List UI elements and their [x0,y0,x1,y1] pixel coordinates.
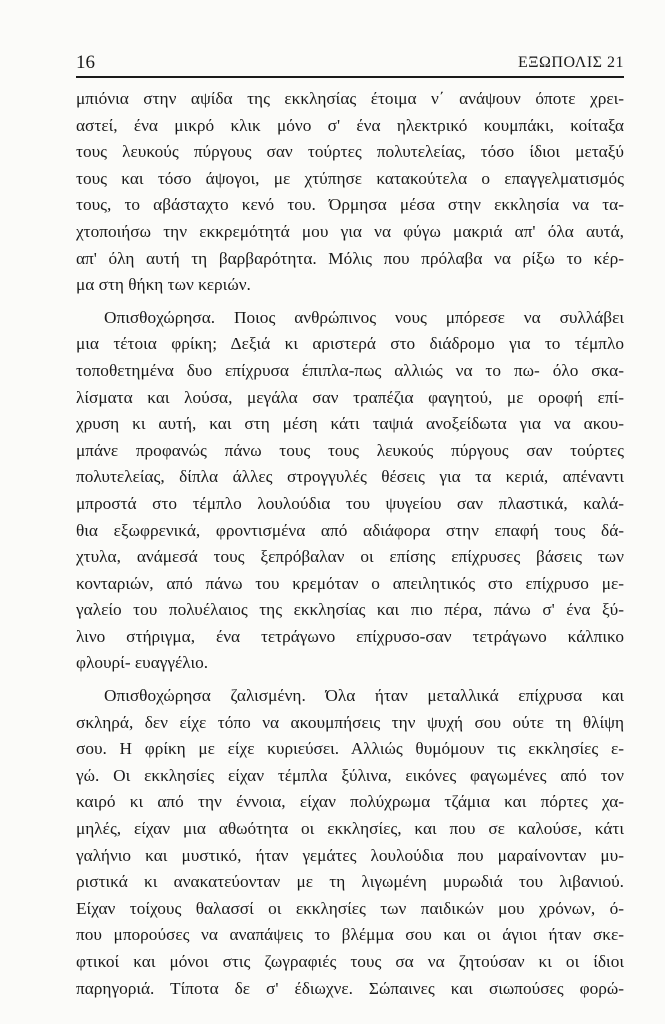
text-line: τους και τόσο άψογοι, με χτύπησε κατακούτελα ο επαγγελματισμός [76,168,624,188]
text-line: Είχαν τοίχους θαλασσί οι εκκλησίες των παιδικών μου χρόνων, ό- [76,898,624,918]
text-line: λινο στήριγμα, ένα τετράγωνο επίχρυσο-σαν τετράγωνο κάλπικο [76,626,624,646]
page-number: 16 [76,52,95,73]
paragraph [76,305,624,677]
text-line: γαλήνιο και μυστικό, ήταν γεμάτες λουλούδια που μαραίνονταν μυ- [76,845,624,865]
text-line: μια τέτοια φρίκη; Δεξιά κι αριστερά στο διάδρομο για το τέμπλο [76,334,624,354]
text-line: θια εξωφρενικά, φροντισμένα από αδιάφορα στην επαφή τους δά- [76,520,624,540]
text-line: σκληρά, δεν είχε τόπο να ακουμπήσεις την ψυχή σου ούτε τη θλίψη [76,712,624,732]
text-line: απ' όλη αυτή τη βαρβαρότητα. Μόλις που πρόλαβα να ρίξω το κέρ- [76,248,624,268]
text-line: ριστικά κι ανακατεύονταν με τη λιγωμένη μυρωδιά του λιβανιού. [76,872,624,892]
text-line: λίσματα και λούσα, μεγάλα σαν τραπέζια φαγητού, με οροφή επί- [76,387,624,407]
body-text [76,86,624,1002]
text-line: αστεί, ένα μικρό κλικ μόνο σ' ένα ηλεκτρικό κουμπάκι, κοίταξα [76,115,624,135]
text-line: μπιόνια στην αψίδα της εκκλησίας έτοιμα ν΄ ανάψουν όποτε χρει- [76,89,624,108]
text-line: μπάνε προφανώς πάνω τους τους λευκούς πύργους σαν τούρτες [76,440,624,460]
text-line: γαλείο του πολυέλαιος της εκκλησίας και πιο πέρα, πάνω σ' ένα ξύ- [76,600,624,620]
text-line: Οπισθοχώρησα ζαλισμένη. Όλα ήταν μεταλλικά επίχρυσα και [104,686,624,706]
paragraph [76,86,624,299]
text-line: μπροστά στο τέμπλο λουλούδια του ψυγείου σαν πλαστικά, καλά- [76,493,624,513]
text-line: γώ. Οι εκκλησίες είχαν τέμπλα ξύλινα, εικόνες φαγωμένες από τον [76,765,624,785]
text-line: κονταριών, από πάνω του κρεμόταν ο απειλητικός στο επίχρυσο με- [76,573,624,593]
text-line: μα στη θήκη των κεριών. [76,275,251,295]
text-line: μηλές, είχαν μια αθωότητα οι εκκλησίες, και που σε καλούσε, κάτι [76,819,624,839]
paragraph [76,683,624,1002]
text-line: χρυση κι αυτή, και στη μέση κάτι ταψιά ανοξείδωτα για να ακου- [76,414,624,434]
text-line: που μπορούσες να αναπάψεις το βλέμμα σου και οι άγιοι ήταν σκε- [76,925,624,945]
text-line: σου. Η φρίκη με είχε κυριεύσει. Αλλιώς θυμόμουν τις εκκλησίες ε- [76,739,624,759]
text-line: χτοποιήσω την εκκρεμότητά μου για να φύγω μακριά απ' όλα αυτά, [76,221,624,241]
text-line: τους λευκούς πύργους σαν τούρτες πολυτελείας, τόσο ίδιοι μεταξύ [76,142,624,162]
text-line: τοποθετημένα δυο επίχρυσα έπιπλα-πως αλλιώς να το πω- όλο σκα- [76,360,624,380]
text-line: καιρό κι από την έννοια, είχαν πολύχρωμα τζάμια και πόρτες χα- [76,792,624,812]
running-title: ΕΞΩΠΟΛΙΣ 21 [517,54,624,71]
text-line: φλουρί- ευαγγέλιο. [76,653,209,673]
text-line: τους, το αβάσταχτο κενό του. Όρμησα μέσα στην εκκλησία να τα- [76,195,624,215]
text-line: φτικοί και μόνοι στις ζωγραφιές τους σα να ζητούσαν κι οι ίδιοι [76,952,624,971]
text-line: πολυτελείας, δίπλα άλλες στρογγυλές θέσεις για τα κεριά, απέναντι [76,467,624,487]
text-line: χτυλα, ανάμεσά τους ξεπρόβαλαν οι επίσης επίχρυσες βάσεις των [76,547,624,567]
running-header [76,50,624,78]
text-line: παρηγοριά. Τίποτα δε σ' έδιωχνε. Σώπαινες και σιωπούσες φορώ- [76,978,624,998]
text-line: Οπισθοχώρησα. Ποιος ανθρώπινος νους μπόρεσε να συλλάβει [104,307,624,327]
